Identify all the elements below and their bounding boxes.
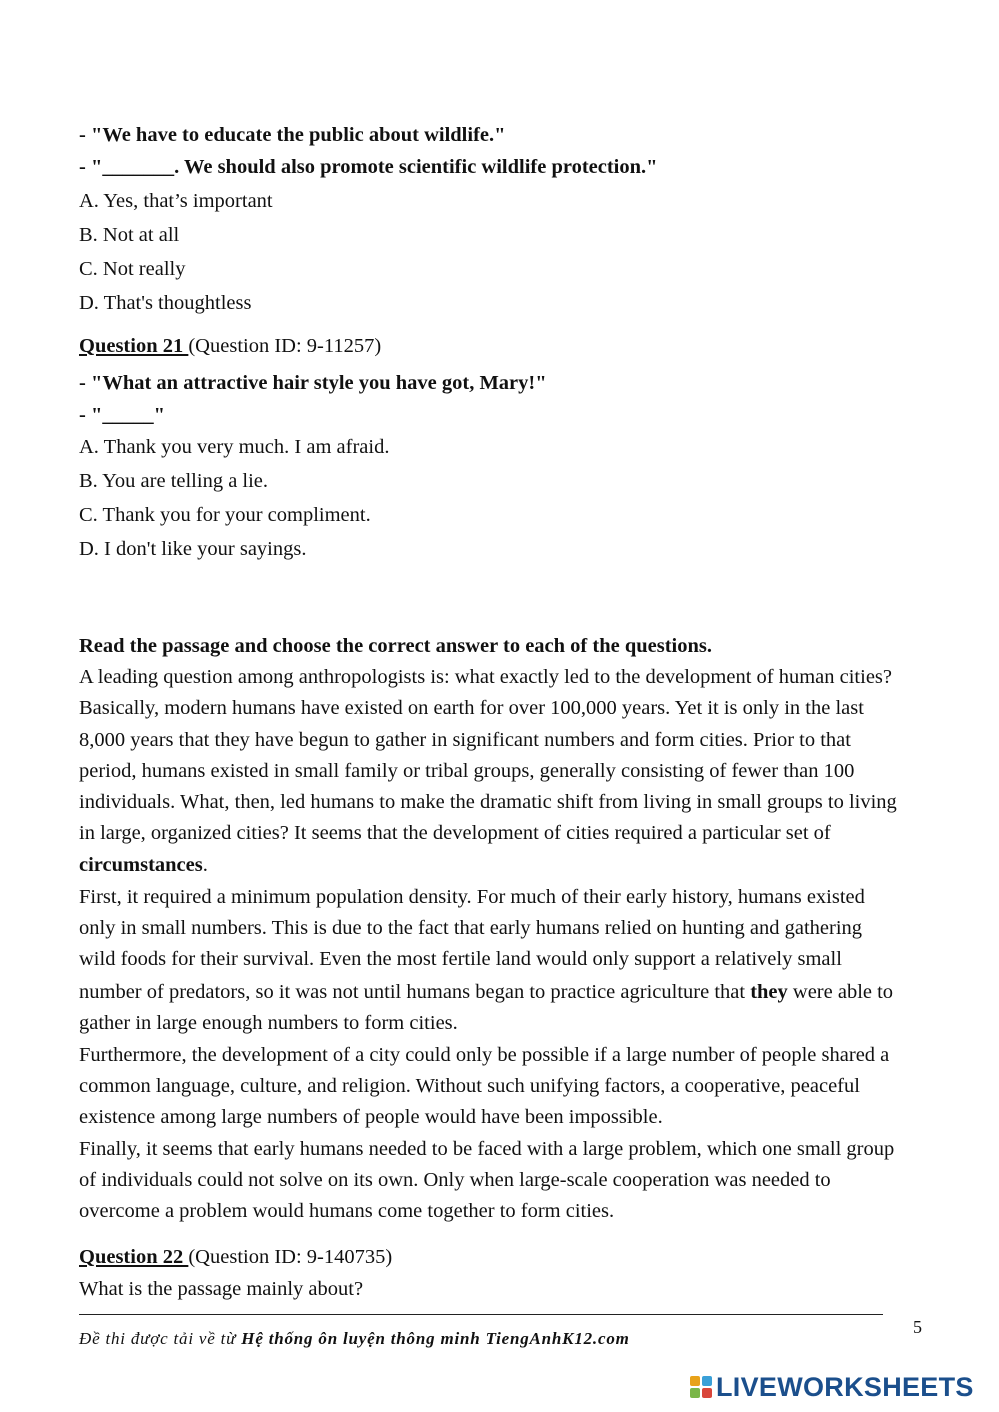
footer-credit: Đề thi được tải về từ Hệ thống ôn luyện thông minh TiengAnhK12.com xyxy=(79,1329,630,1348)
footer-divider xyxy=(79,1314,883,1315)
passage-line: overcome a problem would humans come together to form cities. xyxy=(79,1200,615,1222)
q21-dialogue-line-2: - "_____" xyxy=(79,404,165,426)
question-label: Question 21 xyxy=(79,335,189,357)
q20-option-d[interactable]: D. That's thoughtless xyxy=(79,292,252,314)
answer-blank: _______ xyxy=(102,156,175,178)
q21-dialogue-line-1: - "What an attractive hair style you have got, Mary!" xyxy=(79,372,547,394)
page-number: 5 xyxy=(913,1317,922,1337)
passage-line: of individuals could not solve on its own. Only when large-scale cooperation was needed to xyxy=(79,1169,831,1191)
liveworksheets-watermark[interactable] xyxy=(690,1372,974,1402)
passage-line: in large, organized cities? It seems that the development of cities required a particular set of xyxy=(79,822,831,844)
passage-line: number of predators, so it was not until humans began to practice agriculture that they were able to xyxy=(79,981,894,1003)
q20-option-c[interactable]: C. Not really xyxy=(79,258,186,280)
footer-site-link[interactable]: Hệ thống ôn luyện thông minh TiengAnhK12.com xyxy=(241,1329,630,1348)
passage-line: wild foods for their survival. Even the most fertile land would only support a relatively small xyxy=(79,948,842,970)
passage-line: Finally, it seems that early humans needed to be faced with a large problem, which one small group xyxy=(79,1138,895,1160)
passage-line: only in small numbers. This is due to the fact that early humans relied on hunting and gathering xyxy=(79,917,863,939)
q21-heading xyxy=(79,333,381,359)
q22-heading xyxy=(79,1244,392,1270)
passage-line: individuals. What, then, led humans to make the dramatic shift from living in small groups to living xyxy=(79,791,897,813)
q20-option-a[interactable]: A. Yes, that’s important xyxy=(79,190,273,212)
passage-line: First, it required a minimum population density. For much of their early history, humans existed xyxy=(79,886,865,908)
q22-prompt: What is the passage mainly about? xyxy=(79,1278,364,1300)
q20-dialogue-line-1: - "We have to educate the public about wildlife." xyxy=(79,124,506,146)
passage-line: gather in large enough numbers to form cities. xyxy=(79,1012,458,1034)
passage-line: Basically, modern humans have existed on earth for over 100,000 years. Yet it is only in the last xyxy=(79,697,864,719)
q21-option-c[interactable]: C. Thank you for your compliment. xyxy=(79,504,371,526)
question-id: (Question ID: 9-11257) xyxy=(188,335,382,357)
q20-dialogue-line-2: - "_______. We should also promote scientific wildlife protection." xyxy=(79,156,658,178)
liveworksheets-wordmark: LIVEWORKSHEETS xyxy=(716,1371,974,1402)
passage-line: common language, culture, and religion. Without such unifying factors, a cooperative, peaceful xyxy=(79,1075,860,1097)
highlighted-word-they: they xyxy=(750,981,788,1003)
q20-option-b[interactable]: B. Not at all xyxy=(79,224,180,246)
q21-option-a[interactable]: A. Thank you very much. I am afraid. xyxy=(79,436,390,458)
q21-option-b[interactable]: B. You are telling a lie. xyxy=(79,470,269,492)
passage-line: Furthermore, the development of a city could only be possible if a large number of people shared a xyxy=(79,1044,890,1066)
passage-line: 8,000 years that they have begun to gather in significant numbers and form cities. Prior to that xyxy=(79,729,851,751)
question-label: Question 22 xyxy=(79,1246,189,1268)
answer-blank: _____ xyxy=(102,404,154,426)
q21-option-d[interactable]: D. I don't like your sayings. xyxy=(79,538,307,560)
passage-line: A leading question among anthropologists is: what exactly led to the development of human cities? xyxy=(79,666,892,688)
question-id: (Question ID: 9-140735) xyxy=(188,1246,393,1268)
highlighted-word-circumstances: circumstances xyxy=(79,854,203,876)
passage-line: circumstances. xyxy=(79,854,208,876)
passage-line: existence among large numbers of people would have been impossible. xyxy=(79,1106,663,1128)
liveworksheets-logo-icon xyxy=(690,1376,712,1398)
passage-instruction: Read the passage and choose the correct answer to each of the questions. xyxy=(79,635,712,657)
passage-line: period, humans existed in small family or tribal groups, generally consisting of fewer than 100 xyxy=(79,760,855,782)
